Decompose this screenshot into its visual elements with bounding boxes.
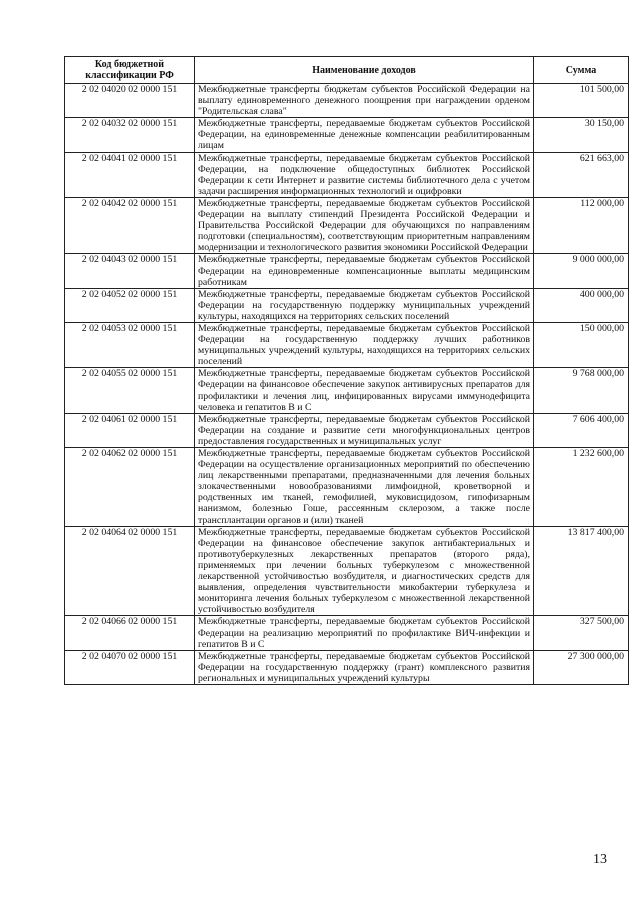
cell-name: Межбюджетные трансферты, передаваемые бюджетам субъектов Российской Федерации на осуществление организационных мероприятий по обеспечению лиц лекарственными препаратами, предназначенными для лечения больных злокачественными новообразованиями лимфоидной, кроветворной и родственных им тканей, гемофилией, муковисцидозом, гипофизарным нанизмом, болезнью Гоше, рассеянным склерозом, а также после трансплантации органов и (или) тканей bbox=[195, 448, 534, 527]
cell-sum: 101 500,00 bbox=[534, 84, 629, 118]
table-row bbox=[65, 448, 629, 527]
cell-name: Межбюджетные трансферты, передаваемые бюджетам субъектов Российской Федерации на государственную поддержку (грант) комплексного развития региональных и муниципальных учреждений культуры bbox=[195, 650, 534, 684]
cell-sum: 1 232 600,00 bbox=[534, 448, 629, 527]
table-row bbox=[65, 526, 629, 616]
document-page bbox=[64, 56, 628, 685]
header-code: Код бюджетной классификации РФ bbox=[65, 57, 195, 84]
cell-name: Межбюджетные трансферты, передаваемые бюджетам субъектов Российской Федерации на реализацию мероприятий по профилактике ВИЧ-инфекции и гепатитов В и С bbox=[195, 616, 534, 650]
cell-sum: 7 606 400,00 bbox=[534, 413, 629, 447]
cell-name: Межбюджетные трансферты, передаваемые бюджетам субъектов Российской Федерации на государственную поддержку лучших работников муниципальных учреждений культуры, находящихся на территориях сельских поселений bbox=[195, 322, 534, 367]
cell-code: 2 02 04062 02 0000 151 bbox=[65, 448, 195, 527]
cell-code: 2 02 04020 02 0000 151 bbox=[65, 84, 195, 118]
revenue-table bbox=[64, 56, 629, 685]
header-sum: Сумма bbox=[534, 57, 629, 84]
cell-sum: 9 000 000,00 bbox=[534, 254, 629, 288]
table-row bbox=[65, 254, 629, 288]
cell-code: 2 02 04061 02 0000 151 bbox=[65, 413, 195, 447]
cell-code: 2 02 04043 02 0000 151 bbox=[65, 254, 195, 288]
cell-sum: 27 300 000,00 bbox=[534, 650, 629, 684]
cell-name: Межбюджетные трансферты, передаваемые бюджетам субъектов Российской Федерации на выплату стипендий Президента Российской Федерации и Правительства Российской Федерации для обучающихся по направлениям подготовки (специальностям), соответствующим приоритетным направлениям модернизации и технологического развития экономики Российской Федерации bbox=[195, 197, 534, 253]
cell-sum: 327 500,00 bbox=[534, 616, 629, 650]
table-row bbox=[65, 197, 629, 253]
cell-sum: 9 768 000,00 bbox=[534, 368, 629, 413]
cell-name: Межбюджетные трансферты, передаваемые бюджетам субъектов Российской Федерации на финансовое обеспечение закупок антибактериальных и противотуберкулезных лекарственных препаратов (второго ряда), применяемых при лечении больных туберкулезом с множественной лекарственной устойчивостью возбудителя, и диагностических средств для выявления, определения чувствительности микобактерии туберкулеза и мониторинга лечения больных туберкулезом с множественной лекарственной устойчивостью возбудителя bbox=[195, 526, 534, 616]
table-row bbox=[65, 368, 629, 413]
cell-code: 2 02 04070 02 0000 151 bbox=[65, 650, 195, 684]
cell-code: 2 02 04064 02 0000 151 bbox=[65, 526, 195, 616]
cell-name: Межбюджетные трансферты, передаваемые бюджетам субъектов Российской Федерации, на подключение общедоступных библиотек Российской Федерации к сети Интернет и развитие системы библиотечного дела с учетом задачи расширения информационных технологий и оцифровки bbox=[195, 152, 534, 197]
cell-sum: 400 000,00 bbox=[534, 288, 629, 322]
cell-code: 2 02 04052 02 0000 151 bbox=[65, 288, 195, 322]
cell-code: 2 02 04042 02 0000 151 bbox=[65, 197, 195, 253]
cell-name: Межбюджетные трансферты, передаваемые бюджетам субъектов Российской Федерации на финансовое обеспечение закупок антивирусных препаратов для профилактики и лечения лиц, инфицированных вирусами иммунодефицита человека и гепатитов В и С bbox=[195, 368, 534, 413]
cell-name: Межбюджетные трансферты, передаваемые бюджетам субъектов Российской Федерации на государственную поддержку муниципальных учреждений культуры, находящихся на территориях сельских поселений bbox=[195, 288, 534, 322]
table-row bbox=[65, 322, 629, 367]
cell-code: 2 02 04053 02 0000 151 bbox=[65, 322, 195, 367]
table-row bbox=[65, 616, 629, 650]
table-row bbox=[65, 152, 629, 197]
table-header-row bbox=[65, 57, 629, 84]
cell-code: 2 02 04041 02 0000 151 bbox=[65, 152, 195, 197]
cell-name: Межбюджетные трансферты, передаваемые бюджетам субъектов Российской Федерации, на единовременные денежные компенсации реабилитированным лицам bbox=[195, 118, 534, 152]
cell-sum: 112 000,00 bbox=[534, 197, 629, 253]
table-row bbox=[65, 288, 629, 322]
cell-sum: 150 000,00 bbox=[534, 322, 629, 367]
cell-sum: 13 817 400,00 bbox=[534, 526, 629, 616]
cell-sum: 621 663,00 bbox=[534, 152, 629, 197]
cell-code: 2 02 04032 02 0000 151 bbox=[65, 118, 195, 152]
cell-code: 2 02 04066 02 0000 151 bbox=[65, 616, 195, 650]
table-row bbox=[65, 84, 629, 118]
table-row bbox=[65, 413, 629, 447]
cell-name: Межбюджетные трансферты бюджетам субъектов Российской Федерации на выплату единовременного денежного поощрения при награждении орденом "Родительская слава" bbox=[195, 84, 534, 118]
cell-code: 2 02 04055 02 0000 151 bbox=[65, 368, 195, 413]
cell-sum: 30 150,00 bbox=[534, 118, 629, 152]
header-name: Наименование доходов bbox=[195, 57, 534, 84]
cell-name: Межбюджетные трансферты, передаваемые бюджетам субъектов Российской Федерации на создание и развитие сети многофункциональных центров предоставления государственных и муниципальных услуг bbox=[195, 413, 534, 447]
cell-name: Межбюджетные трансферты, передаваемые бюджетам субъектов Российской Федерации на единовременные компенсационные выплаты медицинским работникам bbox=[195, 254, 534, 288]
page-number: 13 bbox=[593, 852, 607, 867]
table-row bbox=[65, 118, 629, 152]
table-row bbox=[65, 650, 629, 684]
